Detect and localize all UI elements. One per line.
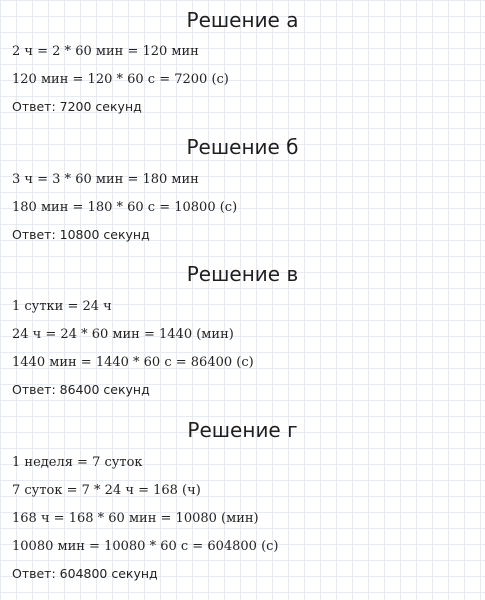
section-v-line-1: 1 сутки = 24 ч xyxy=(12,299,112,314)
section-g-line-4: 10080 мин = 10080 * 60 с = 604800 (с) xyxy=(12,539,279,554)
section-b-heading: Решение б xyxy=(186,135,299,159)
section-g-line-1: 1 неделя = 7 суток xyxy=(12,455,143,470)
section-g-line-3: 168 ч = 168 * 60 мин = 10080 (мин) xyxy=(12,511,259,526)
section-v-line-2: 24 ч = 24 * 60 мин = 1440 (мин) xyxy=(12,327,234,342)
section-v-heading: Решение в xyxy=(186,262,299,286)
section-b-answer: Ответ: 10800 секунд xyxy=(12,227,150,242)
section-g-heading: Решение г xyxy=(187,418,298,442)
section-b-line-2: 180 мин = 180 * 60 с = 10800 (с) xyxy=(12,200,238,215)
section-g-answer: Ответ: 604800 секунд xyxy=(12,566,158,581)
section-a-line-2: 120 мин = 120 * 60 с = 7200 (с) xyxy=(12,72,229,87)
section-b-line-1: 3 ч = 3 * 60 мин = 180 мин xyxy=(12,172,199,187)
section-g-line-2: 7 суток = 7 * 24 ч = 168 (ч) xyxy=(12,483,201,498)
section-a-answer: Ответ: 7200 секунд xyxy=(12,99,142,114)
section-a-line-1: 2 ч = 2 * 60 мин = 120 мин xyxy=(12,44,199,59)
section-a-heading: Решение а xyxy=(186,8,299,32)
section-v-answer: Ответ: 86400 секунд xyxy=(12,382,150,397)
section-v-line-3: 1440 мин = 1440 * 60 с = 86400 (с) xyxy=(12,355,254,370)
